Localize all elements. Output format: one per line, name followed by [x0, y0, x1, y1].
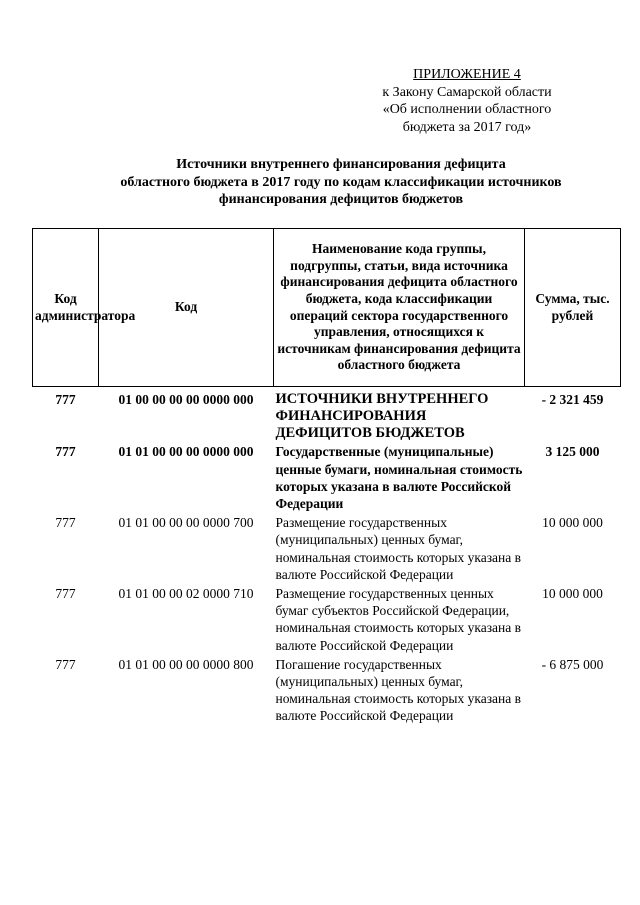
table-row: [33, 656, 621, 727]
cell-name: Погашение государственных (муниципальных) ценных бумаг, номинальная стоимость которых указана в валюте Российской Федерации: [275, 656, 522, 724]
cell-sum: - 6 875 000: [541, 656, 604, 672]
financing-sources-table: [32, 228, 621, 727]
cell-name: Размещение государственных ценных бумаг субъектов Российской Федерации, номинальная стоимость которых указана в валюте Российской Федерации: [275, 586, 522, 653]
header-name: [274, 229, 525, 387]
cell-code: 01 01 00 00 00 0000 000: [118, 444, 254, 460]
table-row: [33, 585, 621, 656]
cell-code: 01 01 00 00 00 0000 800: [118, 656, 254, 672]
cell-admin: 777: [55, 392, 76, 407]
cell-sum: - 2 321 459: [541, 392, 604, 407]
appendix-line-3: бюджета за 2017 год»: [402, 119, 532, 135]
appendix-line-2: «Об исполнении областного: [382, 102, 552, 117]
cell-sum: 10 000 000: [542, 586, 603, 602]
appendix-line-1: к Закону Самарской области: [382, 84, 552, 100]
header-admin-code: [33, 229, 136, 387]
header-sum-label: Сумма, тыс. рублей: [535, 290, 610, 323]
cell-code: 01 01 00 00 00 0000 700: [118, 515, 254, 531]
document-title-line-3: финансирования дефицитов бюджетов: [218, 192, 464, 207]
cell-sum: 10 000 000: [542, 515, 603, 531]
cell-name: Размещение государственных (муниципальных) ценных бумаг, номинальная стоимость которых указана в валюте Российской Федерации: [275, 515, 522, 582]
cell-admin: 777: [55, 586, 76, 602]
cell-admin: 777: [55, 656, 76, 672]
cell-code: 01 00 00 00 00 0000 000: [118, 392, 254, 407]
cell-sum: 3 125 000: [545, 444, 600, 460]
table-row: [33, 514, 621, 585]
table-row: [33, 443, 621, 514]
document-title: [60, 156, 622, 209]
cell-admin: 777: [55, 444, 76, 460]
document-title-line-2: областного бюджета в 2017 году по кодам классификации источников: [120, 174, 562, 190]
appendix-title: ПРИЛОЖЕНИЕ 4: [413, 67, 521, 82]
table-header-row: [33, 229, 621, 387]
cell-name: ИСТОЧНИКИ ВНУТРЕННЕГО ФИНАНСИРОВАНИЯ ДЕФИЦИТОВ БЮДЖЕТОВ: [275, 391, 489, 441]
header-admin-code-label: Код администратора: [35, 290, 136, 323]
table-row: [33, 387, 621, 444]
header-code-label: Код: [174, 299, 198, 315]
appendix-reference: [362, 66, 572, 136]
cell-name: Государственные (муниципальные) ценные бумаги, номинальная стоимость которых указана в валюте Российской Федерации: [275, 444, 523, 511]
document-title-line-1: Источники внутреннего финансирования дефицита: [176, 157, 506, 172]
cell-code: 01 01 00 00 02 0000 710: [118, 586, 254, 602]
cell-admin: 777: [55, 515, 76, 531]
header-name-label: Наименование кода группы, подгруппы, статьи, вида источника финансирования дефицита областного бюджета, кода классификации операций сектора государственного управления, относящихся к источникам финансирования дефицита областного бюджета: [277, 241, 521, 373]
header-sum: [525, 229, 621, 387]
